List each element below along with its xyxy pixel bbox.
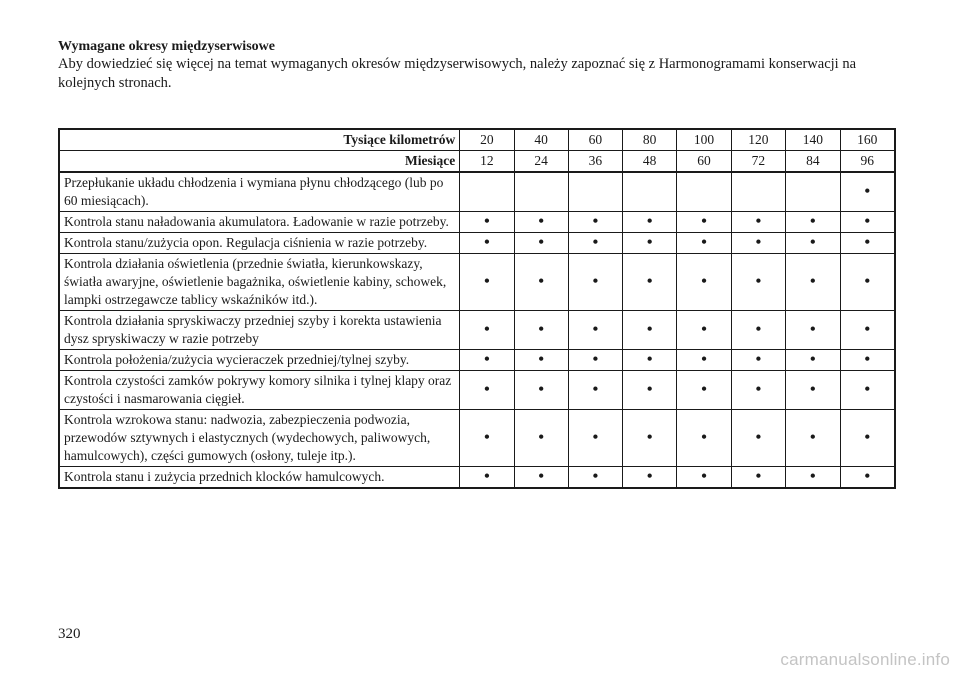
service-description: Kontrola wzrokowa stanu: nadwozia, zabezpieczenia podwozia, przewodów sztywnych i elastycznych (wydechowych, paliwowych, hamulcowych), części gumowych (osłony, tuleje itp.). (59, 410, 460, 467)
schedule-row (59, 410, 895, 467)
schedule-row (59, 350, 895, 371)
service-description: Kontrola położenia/zużycia wycieraczek przedniej/tylnej szyby. (59, 350, 460, 371)
empty-cell (677, 172, 731, 212)
service-mark: • (840, 311, 895, 350)
service-mark: • (460, 350, 514, 371)
month-header-row (59, 151, 895, 173)
service-mark: • (731, 311, 785, 350)
service-mark: • (568, 254, 622, 311)
month-value: 48 (623, 151, 677, 173)
km-value: 120 (731, 129, 785, 151)
schedule-row (59, 311, 895, 350)
service-mark: • (840, 254, 895, 311)
service-mark: • (786, 254, 840, 311)
intro-paragraph: Aby dowiedzieć się więcej na temat wymaganych okresów międzyserwisowych, należy zapoznać się z Harmonogramami konserwacji na kolejnych stronach. (58, 56, 857, 91)
service-mark: • (514, 350, 568, 371)
service-description: Kontrola działania oświetlenia (przednie światła, kierunkowskazy, światła awaryjne, oświetlenie bagażnika, oświetlenie kabiny, schowek, lampki ostrzegawcze tablicy wskaźników itd.). (59, 254, 460, 311)
service-mark: • (786, 467, 840, 489)
service-mark: • (623, 350, 677, 371)
month-value: 84 (786, 151, 840, 173)
service-mark: • (677, 233, 731, 254)
service-mark: • (731, 410, 785, 467)
km-value: 40 (514, 129, 568, 151)
empty-cell (460, 172, 514, 212)
service-mark: • (460, 371, 514, 410)
service-mark: • (786, 212, 840, 233)
month-value: 96 (840, 151, 895, 173)
maintenance-schedule-table (58, 128, 896, 489)
empty-cell (514, 172, 568, 212)
month-value: 60 (677, 151, 731, 173)
km-value: 160 (840, 129, 895, 151)
service-mark: • (677, 371, 731, 410)
service-description: Kontrola działania spryskiwaczy przedniej szyby i korekta ustawienia dysz spryskiwaczy w razie potrzeby (59, 311, 460, 350)
month-value: 12 (460, 151, 514, 173)
service-mark: • (731, 254, 785, 311)
service-mark: • (840, 212, 895, 233)
service-mark: • (623, 467, 677, 489)
schedule-row (59, 254, 895, 311)
service-mark: • (677, 254, 731, 311)
service-mark: • (731, 371, 785, 410)
schedule-row (59, 212, 895, 233)
service-mark: • (460, 410, 514, 467)
service-mark: • (786, 371, 840, 410)
service-mark: • (623, 254, 677, 311)
service-description: Kontrola stanu/zużycia opon. Regulacja ciśnienia w razie potrzeby. (59, 233, 460, 254)
schedule-row (59, 467, 895, 489)
service-mark: • (677, 350, 731, 371)
watermark-text: carmanualsonline.info (780, 650, 950, 669)
service-mark: • (786, 233, 840, 254)
service-mark: • (786, 350, 840, 371)
service-mark: • (514, 311, 568, 350)
service-mark: • (731, 233, 785, 254)
service-mark: • (460, 467, 514, 489)
service-mark: • (840, 371, 895, 410)
service-mark: • (786, 410, 840, 467)
service-mark: • (840, 350, 895, 371)
service-mark: • (677, 311, 731, 350)
month-value: 72 (731, 151, 785, 173)
service-mark: • (623, 212, 677, 233)
service-mark: • (460, 311, 514, 350)
km-value: 80 (623, 129, 677, 151)
month-value: 36 (568, 151, 622, 173)
service-mark: • (786, 311, 840, 350)
service-mark: • (677, 212, 731, 233)
service-mark: • (514, 233, 568, 254)
service-mark: • (568, 371, 622, 410)
service-mark: • (731, 212, 785, 233)
schedule-row (59, 172, 895, 212)
service-mark: • (623, 233, 677, 254)
section-heading: Wymagane okresy międzyserwisowe (58, 39, 275, 54)
month-header-label: Miesiące (59, 151, 460, 173)
service-description: Kontrola czystości zamków pokrywy komory silnika i tylnej klapy oraz czystości i nasmarowania cięgieł. (59, 371, 460, 410)
km-header-label: Tysiące kilometrów (59, 129, 460, 151)
service-mark: • (568, 410, 622, 467)
service-mark: • (840, 233, 895, 254)
service-mark: • (677, 467, 731, 489)
km-value: 100 (677, 129, 731, 151)
empty-cell (568, 172, 622, 212)
service-mark: • (840, 467, 895, 489)
service-description: Kontrola stanu i zużycia przednich klocków hamulcowych. (59, 467, 460, 489)
schedule-row (59, 371, 895, 410)
km-value: 140 (786, 129, 840, 151)
service-mark: • (514, 212, 568, 233)
service-mark: • (460, 254, 514, 311)
service-mark: • (460, 233, 514, 254)
service-mark: • (514, 254, 568, 311)
km-value: 20 (460, 129, 514, 151)
km-header-row (59, 129, 895, 151)
empty-cell (731, 172, 785, 212)
schedule-row (59, 233, 895, 254)
service-description: Przepłukanie układu chłodzenia i wymiana płynu chłodzącego (lub po 60 miesiącach). (59, 172, 460, 212)
service-mark: • (460, 212, 514, 233)
month-value: 24 (514, 151, 568, 173)
empty-cell (786, 172, 840, 212)
service-mark: • (514, 467, 568, 489)
service-mark: • (840, 410, 895, 467)
service-mark: • (731, 467, 785, 489)
service-description: Kontrola stanu naładowania akumulatora. Ładowanie w razie potrzeby. (59, 212, 460, 233)
km-value: 60 (568, 129, 622, 151)
page-number: 320 (58, 626, 81, 642)
service-mark: • (623, 311, 677, 350)
service-mark: • (731, 350, 785, 371)
service-mark: • (568, 233, 622, 254)
empty-cell (623, 172, 677, 212)
service-mark: • (568, 350, 622, 371)
service-mark: • (514, 371, 568, 410)
service-mark: • (840, 172, 895, 212)
service-mark: • (623, 371, 677, 410)
service-mark: • (568, 467, 622, 489)
service-mark: • (514, 410, 568, 467)
service-mark: • (623, 410, 677, 467)
service-mark: • (568, 311, 622, 350)
service-mark: • (568, 212, 622, 233)
service-mark: • (677, 410, 731, 467)
